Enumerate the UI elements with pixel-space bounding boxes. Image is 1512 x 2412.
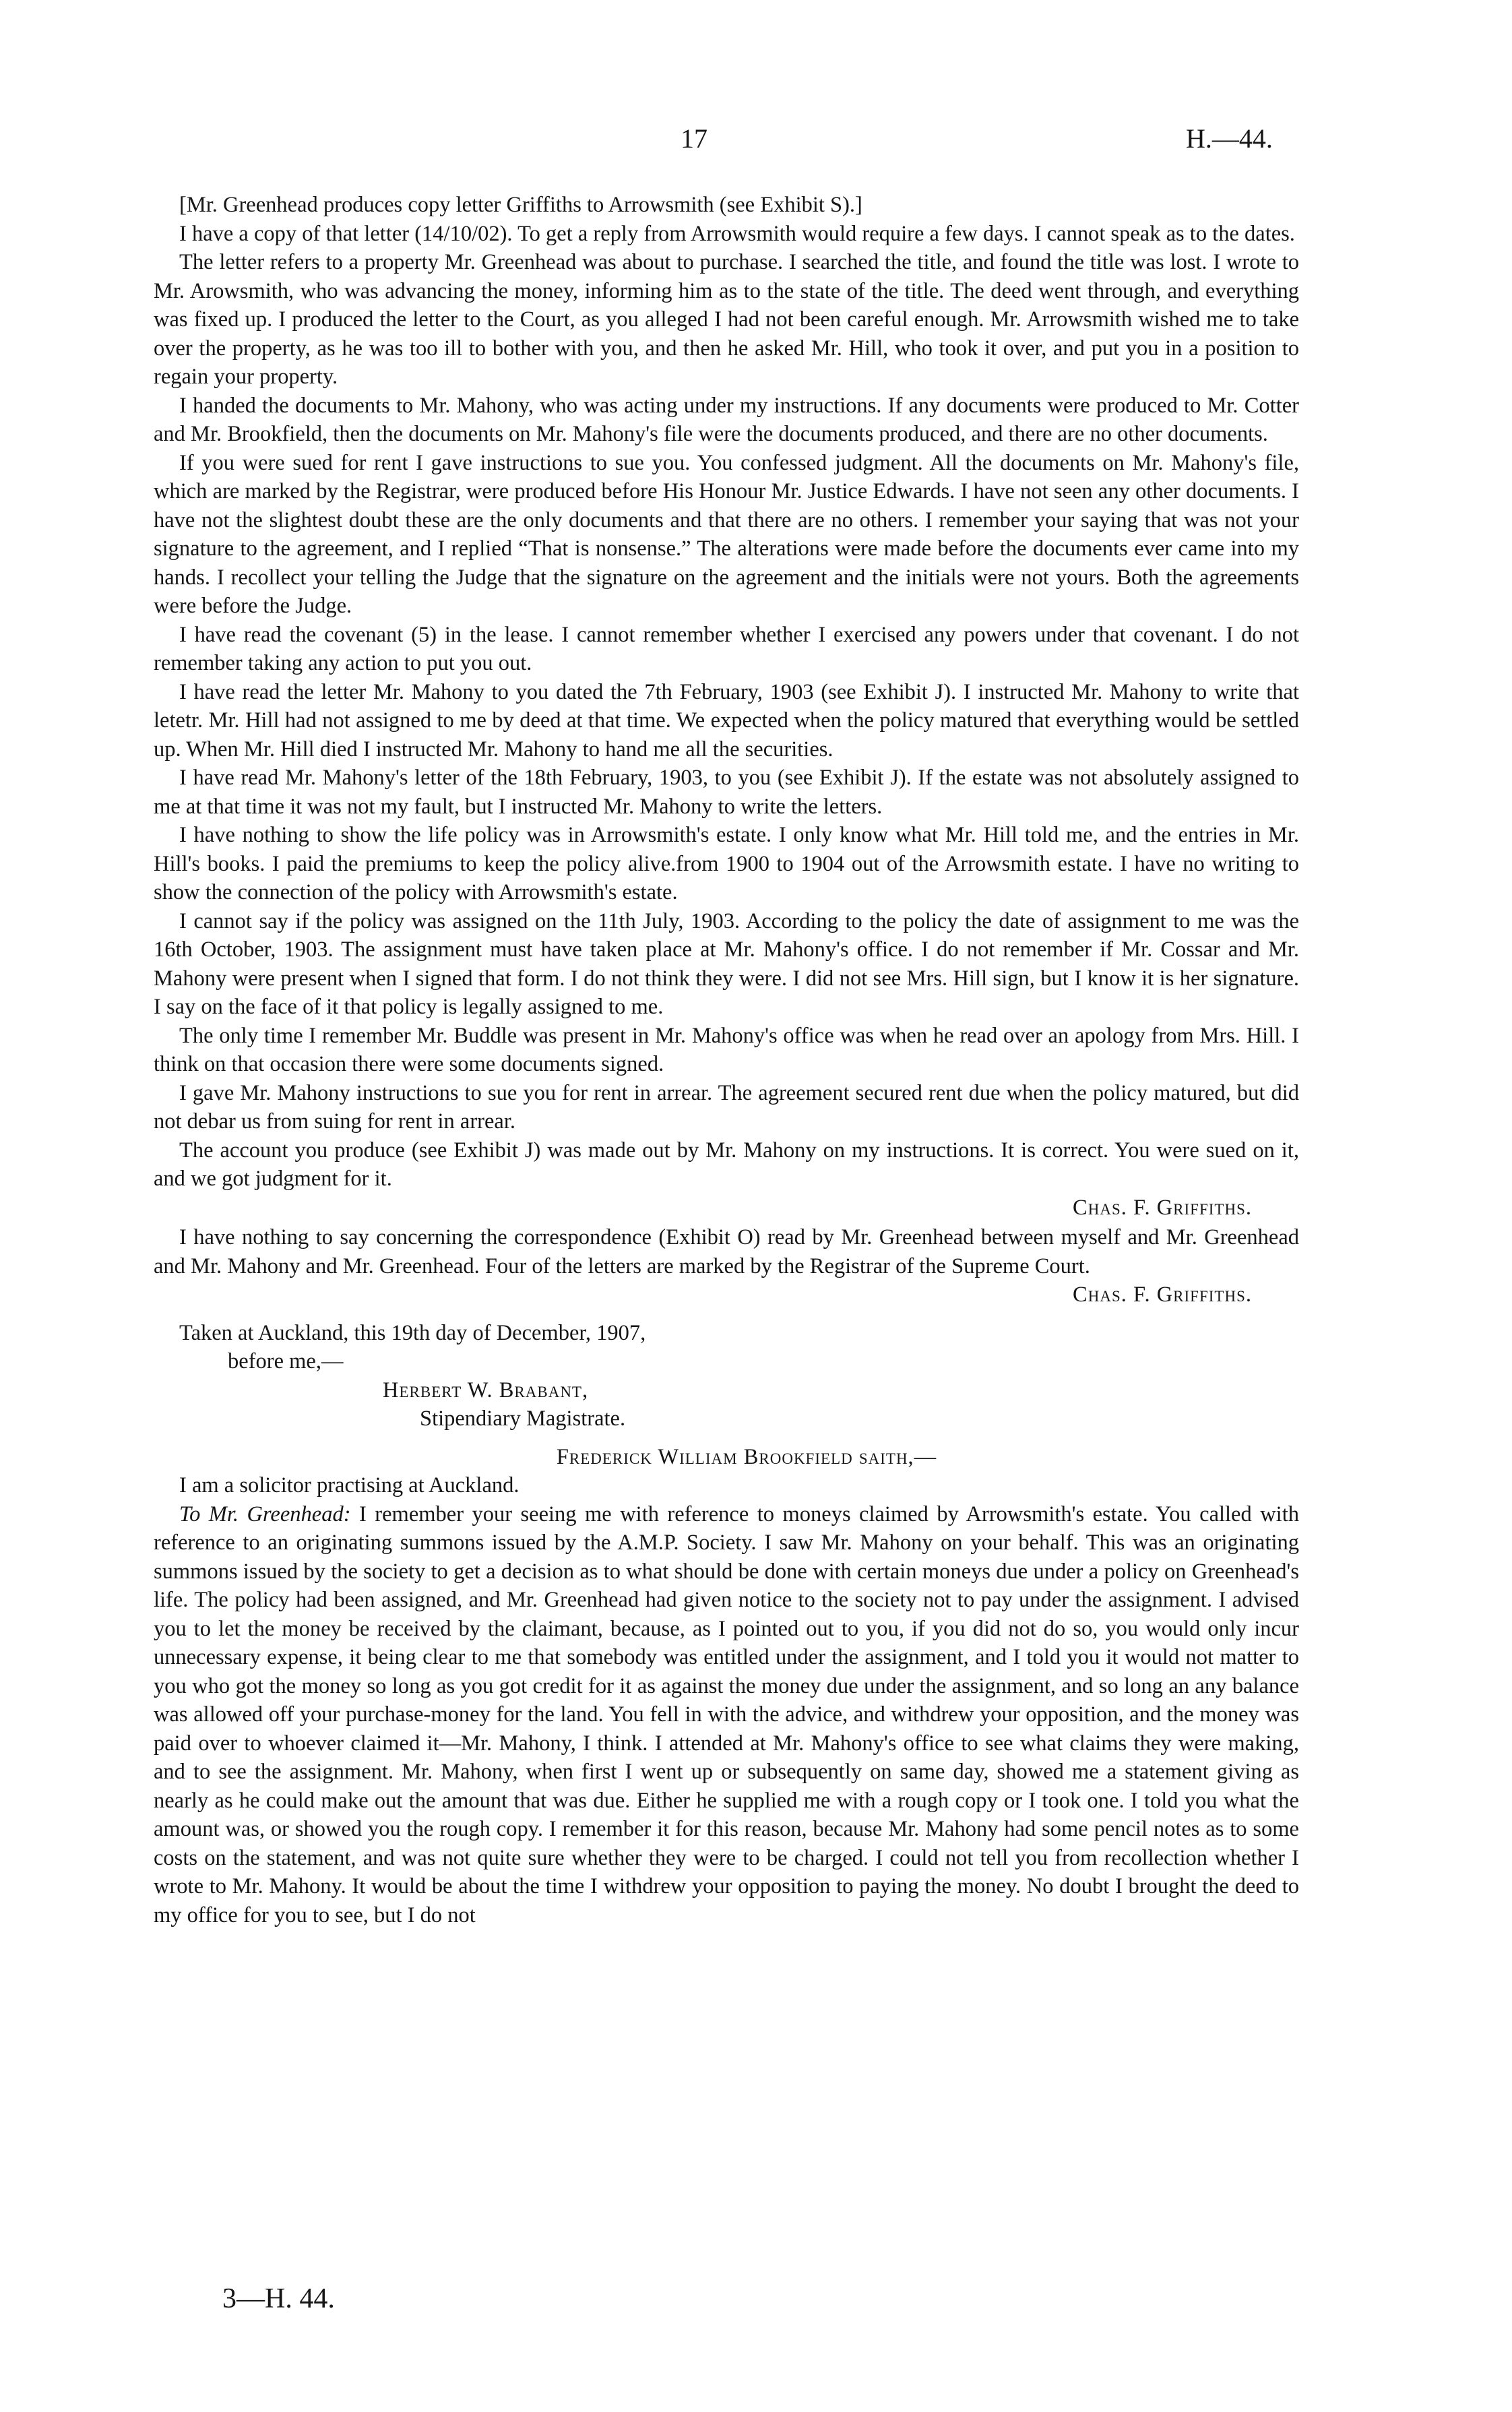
paragraph: I have read Mr. Mahony's letter of the 18th February, 1903, to you (see Exhibit J). If the estate was not absolutely assigned to me at that time it was not my fault, but I instructed Mr. Mahony to write the letters. bbox=[154, 766, 1299, 819]
paragraph: [Mr. Greenhead produces copy letter Griffiths to Arrowsmith (see Exhibit S).] bbox=[179, 193, 862, 217]
addressee: To Mr. Greenhead: bbox=[179, 1502, 351, 1526]
document-reference: H.—44. bbox=[1186, 123, 1273, 154]
page-header bbox=[0, 125, 1512, 158]
magistrate-title: Stipendiary Magistrate. bbox=[420, 1406, 626, 1431]
paragraph: The account you produce (see Exhibit J) was made out by Mr. Mahony on my instructions. It is correct. You were sued on it, and we got judgment for it. bbox=[154, 1138, 1299, 1191]
paragraph: The only time I remember Mr. Buddle was present in Mr. Mahony's office was when he read over an apology from Mrs. Hill. I think on that occasion there were some documents signed. bbox=[154, 1023, 1299, 1076]
page-number: 17 bbox=[681, 123, 707, 154]
signature-griffiths: Chas. F. Griffiths. bbox=[1073, 1282, 1252, 1307]
paragraph bbox=[154, 1500, 1299, 1930]
testimony-text: I remember your seeing me with reference to moneys claimed by Arrowsmith's estate. You called with reference to an originating summons issued by the A.M.P. Society. I saw Mr. Mahony on your behalf. This was an originating summons issued by the society to get a decision as to what should be done with certain moneys due under a policy on Greenhead's life. The policy had been assigned, and Mr. Greenhead had given notice to the society not to pay under the assignment. I advised you to let the money be received by the claimant, because, as I pointed out to you, if you did not do so, you would only incur unnecessary expense, it being clear to me that somebody was entitled under the assignment, and I told you it would not matter to you who got the money so long as you got credit for it as against the money due under the assignment, and so long an any balance was allowed off your purchase-money for the land. You fell in with the advice, and withdrew your opposition, and the money was paid over to whoever claimed it—Mr. Mahony, I think. I attended at Mr. Mahony's office to see what claims they were making, and to see the assignment. Mr. Mahony, when first I went up or subsequently on same day, showed me a statement giving as nearly as he could make out the amount that was due. Either he supplied me with a rough copy or I took one. I told you what the amount was, or showed you the rough copy. I remember it for this reason, because Mr. Mahony had some pencil notes as to some costs on the statement, and was not quite sure whether they were to be charged. I could not tell you from recollection whether I wrote to Mr. Mahony. It would be about the time I withdrew your opposition to paying the money. No doubt I brought the deed to my office for you to see, but I do not bbox=[154, 1502, 1299, 1927]
taken-at-line: Taken at Auckland, this 19th day of December, 1907, bbox=[179, 1320, 646, 1345]
paragraph: I have read the covenant (5) in the lease. I cannot remember whether I exercised any powers under that covenant. I do not remember taking any action to put you out. bbox=[154, 622, 1299, 675]
paragraph: I cannot say if the policy was assigned on the 11th July, 1903. According to the policy the date of assignment to me was the 16th October, 1903. The assignment must have taken place at Mr. Mahony's office. I do not remember if Mr. Cossar and Mr. Mahony were present when I signed that form. I do not think they were. I did not see Mrs. Hill sign, but I know it is her signature. I say on the face of it that policy is legally assigned to me. bbox=[154, 908, 1299, 1019]
magistrate-name: Herbert W. Brabant, bbox=[383, 1378, 589, 1402]
paragraph: I am a solicitor practising at Auckland. bbox=[179, 1473, 519, 1497]
paragraph: The letter refers to a property Mr. Greenhead was about to purchase. I searched the title, and found the title was lost. I wrote to Mr. Arowsmith, who was advancing the money, informing him as to the state of the title. The deed went through, and everything was fixed up. I produced the letter to the Court, as you alleged I had not been careful enough. Mr. Arrowsmith wished me to take over the property, as he was too ill to bother with you, and then he asked Mr. Hill, who took it over, and put you in a position to regain your property. bbox=[154, 250, 1299, 389]
paragraph: I have nothing to show the life policy was in Arrowsmith's estate. I only know what Mr. Hill told me, and the entries in Mr. Hill's books. I paid the premiums to keep the policy alive.from 1900 to 1904 out of the Arrowsmith estate. I have no writing to show the connection of the policy with Arrowsmith's estate. bbox=[154, 823, 1299, 904]
paragraph: I handed the documents to Mr. Mahony, who was acting under my instructions. If any documents were produced to Mr. Cotter and Mr. Brookfield, then the documents on Mr. Mahony's file were the documents produced, and there are no other documents. bbox=[154, 393, 1299, 446]
paragraph: If you were sued for rent I gave instructions to sue you. You confessed judgment. All the documents on Mr. Mahony's file, which are marked by the Registrar, were produced before His Honour Mr. Justice Edwards. I have not seen any other documents. I have not the slightest doubt these are the only documents and that there are no others. I remember your saying that was not your signature to the agreement, and I replied “That is nonsense.” The alterations were made before the documents ever came into my hands. I recollect your telling the Judge that the signature on the agreement and the initials were not yours. Both the agreements were before the Judge. bbox=[154, 450, 1299, 618]
paragraph: I have a copy of that letter (14/10/02). To get a reply from Arrowsmith would require a few days. I cannot speak as to the dates. bbox=[179, 221, 1295, 246]
footer-reference: 3—H. 44. bbox=[222, 2283, 335, 2314]
paragraph: I have read the letter Mr. Mahony to you dated the 7th February, 1903 (see Exhibit J). I instructed Mr. Mahony to write that letetr. Mr. Hill had not assigned to me by deed at that time. We expected when the policy matured that everything would be settled up. When Mr. Hill died I instructed Mr. Mahony to hand me all the securities. bbox=[154, 679, 1299, 762]
page-body bbox=[154, 191, 1299, 1929]
before-me-line: before me,— bbox=[228, 1349, 344, 1373]
paragraph: I gave Mr. Mahony instructions to sue you for rent in arrear. The agreement secured rent due when the policy matured, but did not debar us from suing for rent in arrear. bbox=[154, 1080, 1299, 1134]
signature-griffiths: Chas. F. Griffiths. bbox=[1073, 1195, 1252, 1220]
paragraph: I have nothing to say concerning the correspondence (Exhibit O) read by Mr. Greenhead between myself and Mr. Greenhead and Mr. Mahony and Mr. Greenhead. Four of the letters are marked by the Registrar of the Supreme Court. bbox=[154, 1225, 1299, 1278]
witness-heading: Frederick William Brookfield saith,— bbox=[556, 1444, 937, 1469]
